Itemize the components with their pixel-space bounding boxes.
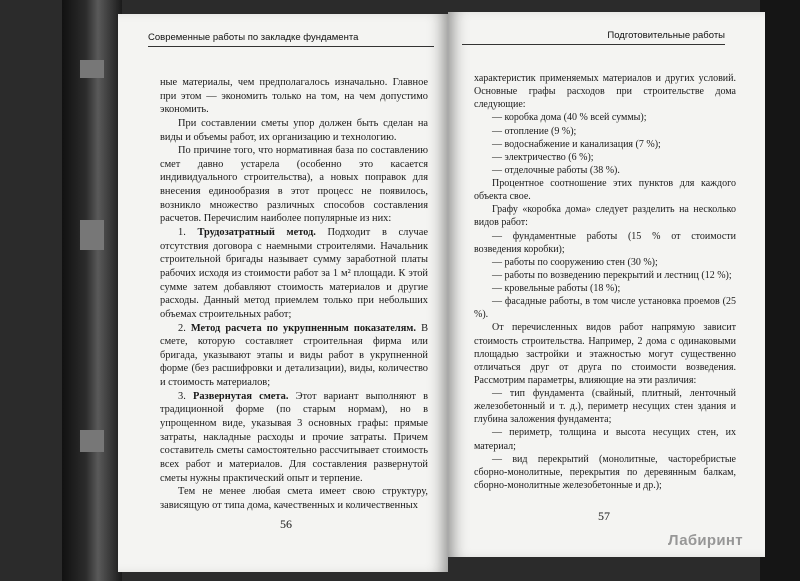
paragraph: Процентное соотношение этих пунктов для каждого объекта свое. [474, 178, 736, 203]
item-text: Подходит в случае отсутствия договора с наемными строителями. Начальник строительной бригады называет сумму заработной платы рабочих исходя из стоимости работ за 1 м² площади. К этой сумме затем добавляют стоимость материалов и другие расходы. Данный метод приемлем только при небольших объемах строительных работ; [160, 227, 428, 320]
list-item: — работы по возведению перекрытий и лестниц (12 %); [492, 269, 732, 281]
book-cover-edge [62, 0, 122, 581]
item-text: Этот вариант выполняют в традиционной форме (по старым нормам), но в упрощенном виде, указывая 3 основных графы: прямые затраты, накладные расходы и прочие затраты. Причем составитель сметы самостоятельно рассчитывает стоимость всех работ и материалов. Для составления развернутой сметы нужны практический опыт и терпение. [160, 390, 428, 484]
left-page [118, 14, 448, 572]
watermark-text: Лабиринт [668, 532, 743, 549]
method-item [160, 226, 428, 321]
list-item: — работы по сооружению стен (30 %); [492, 256, 658, 268]
paragraph: При составлении сметы упор должен быть сделан на виды и объемы работ, их организацию и технологию. [160, 117, 428, 143]
item-number: 2. [178, 322, 186, 334]
watermark-logo [668, 532, 743, 549]
list-item: — отопление (9 %); [492, 125, 577, 137]
paragraph: Графу «коробка дома» следует разделить на несколько видов работ: [474, 204, 736, 229]
list-item: — фундаментные работы (15 % от стоимости возведения коробки); [474, 230, 736, 255]
left-page-body [160, 76, 428, 513]
list-item: — кровельные работы (18 %); [492, 283, 621, 294]
paragraph: Тем не менее любая смета имеет свою структуру, зависящую от типа дома, качественных и количественных [160, 486, 428, 511]
item-text: В смете, которую составляет строительная фирма или бригада, указывают этапы и виды работ в укрупненной форме (без расшифровки и детализации), виды, количество и стоимость материалов; [160, 322, 429, 389]
paragraph: От перечисленных видов работ напрямую зависит стоимость строительства. Например, 2 дома с одинаковыми площадью застройки и этажностью могут существенно отличаться друг от друга по стоимости возведения. Рассмотрим параметры, влияющие на эти различия: [474, 322, 736, 386]
cover-stripe [80, 60, 104, 78]
item-title: Трудозатратный метод. [197, 227, 316, 239]
list-item: — водоснабжение и канализация (7 %); [492, 138, 661, 150]
right-page-body [474, 72, 736, 492]
item-title: Развернутая смета. [192, 390, 289, 402]
list-item: — коробка дома (40 % всей суммы); [492, 112, 647, 124]
method-item [160, 322, 428, 390]
list-item: — тип фундамента (свайный, плитный, ленточный железобетонный и т. д.), периметр несущих стен здания и глубина заложения фундамента; [474, 388, 736, 426]
list-item: — периметр, толщина и высота несущих стен, их материал; [474, 427, 736, 452]
cover-stripe [80, 430, 104, 452]
running-header-right: Подготовительные работы [462, 30, 725, 45]
item-number: 3. [178, 390, 186, 402]
list-item: — отделочные работы (38 %). [492, 164, 620, 176]
paragraph: характеристик применяемых материалов и других условий. Основные графы расходов при строительстве дома следующие: [474, 73, 736, 111]
page-number-left: 56 [280, 517, 292, 531]
paragraph: ные материалы, чем предполагалось изначально. Главное при этом — экономить только на том, на чем допустимо экономить. [160, 77, 428, 116]
running-header-left: Современные работы по закладке фундамента [148, 32, 434, 47]
right-page [448, 12, 765, 557]
list-item: — вид перекрытий (монолитные, часторебристые сборно-монолитные, перекрытия по деревянным балкам, сборно-монолитные железобетонные и др.); [474, 453, 736, 491]
page-number-right: 57 [598, 509, 610, 523]
item-number: 1. [178, 227, 186, 239]
method-item [160, 390, 428, 485]
scanner-background [760, 0, 800, 581]
list-item: — фасадные работы, в том числе установка проемов (25 %). [474, 296, 736, 321]
cover-stripe [80, 220, 104, 250]
list-item: — электричество (6 %); [492, 151, 594, 163]
item-title: Метод расчета по укрупненным показателям. [190, 322, 416, 334]
paragraph: По причине того, что нормативная база по составлению смет давно устарела (особенно это касается индивидуального строительства), а новых поправок для внесения единообразия в этот процесс не появилось, возникло множество различных способов составления расчетов. Перечислим наиболее популярные из них: [160, 145, 428, 225]
